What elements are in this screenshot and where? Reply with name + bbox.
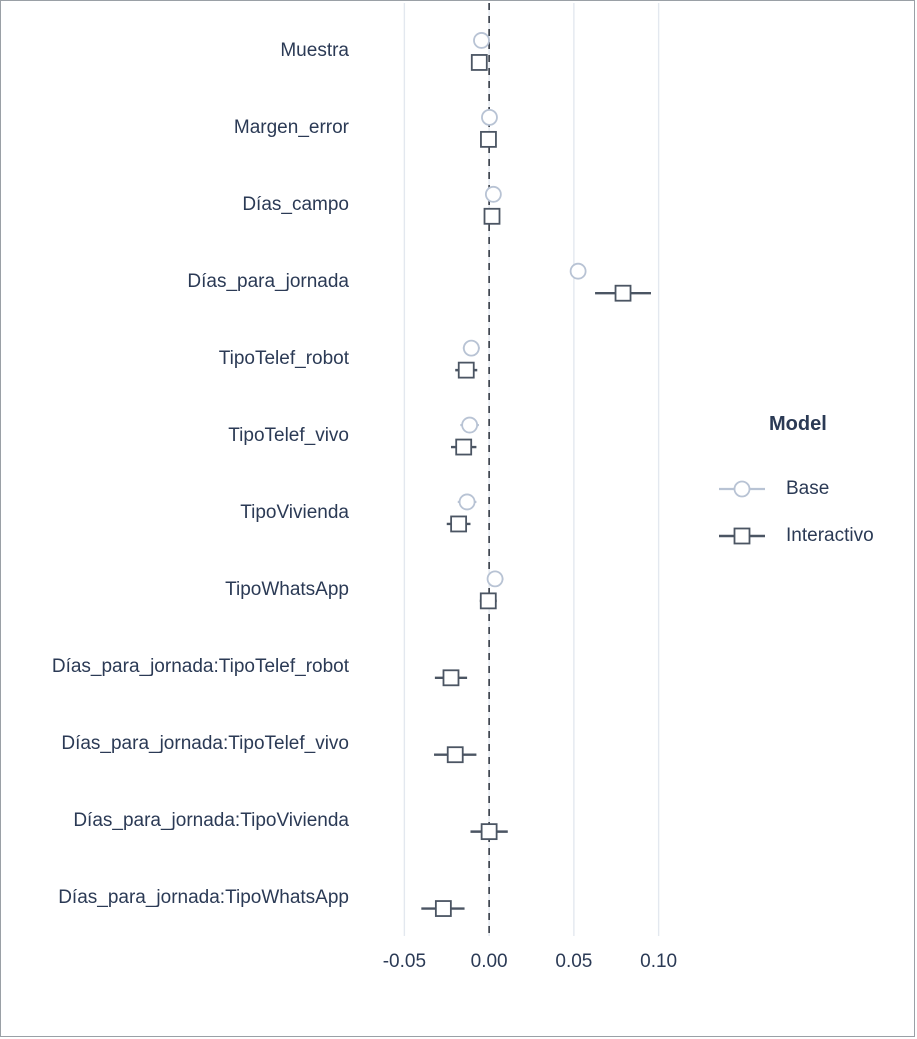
square-marker-icon <box>456 440 471 455</box>
estimate-point <box>460 418 479 433</box>
estimate-point <box>434 747 476 762</box>
square-marker-icon <box>481 593 496 608</box>
y-axis-tick-label: Días_para_jornada:TipoTelef_robot <box>51 655 349 677</box>
square-marker-icon <box>459 363 474 378</box>
estimate-point <box>486 187 501 202</box>
y-axis-tick-label: TipoWhatsApp <box>225 578 349 600</box>
square-marker-icon <box>443 670 458 685</box>
circle-marker-icon <box>735 482 750 497</box>
estimate-point <box>481 132 496 147</box>
estimate-point <box>458 494 477 509</box>
square-marker-icon <box>735 529 750 544</box>
square-marker-icon <box>482 824 497 839</box>
circle-marker-icon <box>460 494 475 509</box>
estimate-point <box>421 901 464 916</box>
estimate-point <box>571 264 586 279</box>
x-axis-tick-label: 0.05 <box>555 951 593 972</box>
forest-plot-canvas <box>1 1 916 1038</box>
estimate-point <box>480 593 497 608</box>
y-axis-tick-label: Días_campo <box>242 194 349 216</box>
estimate-point <box>485 209 500 224</box>
y-axis-tick-label: TipoTelef_vivo <box>228 425 349 447</box>
estimate-point <box>447 516 471 531</box>
legend-title: Model <box>769 413 827 435</box>
estimate-point <box>451 440 476 455</box>
estimate-point <box>455 363 477 378</box>
legend-entry-label: Interactivo <box>786 525 874 546</box>
circle-marker-icon <box>571 264 586 279</box>
estimate-point <box>472 55 487 70</box>
circle-marker-icon <box>474 33 489 48</box>
x-axis-tick-label: -0.05 <box>382 951 427 972</box>
y-axis-tick-label: Días_para_jornada <box>187 271 349 293</box>
square-marker-icon <box>451 516 466 531</box>
x-axis-tick-label: 0.00 <box>470 951 508 972</box>
x-axis-tick-label: 0.10 <box>640 951 678 972</box>
square-marker-icon <box>436 901 451 916</box>
square-marker-icon <box>616 286 631 301</box>
y-axis-tick-label: Margen_error <box>233 117 349 139</box>
circle-marker-icon <box>486 187 501 202</box>
square-marker-icon <box>485 209 500 224</box>
circle-marker-icon <box>462 418 477 433</box>
estimate-point <box>474 33 489 48</box>
estimate-point <box>435 670 467 685</box>
estimate-point <box>487 571 503 586</box>
legend-entry-label: Base <box>786 478 830 499</box>
square-marker-icon <box>448 747 463 762</box>
y-axis-tick-label: TipoTelef_robot <box>218 348 349 370</box>
legend-key[interactable] <box>719 482 765 497</box>
square-marker-icon <box>481 132 496 147</box>
estimate-point <box>482 110 497 125</box>
y-axis-tick-label: TipoVivienda <box>240 501 349 523</box>
legend-key[interactable] <box>719 529 765 544</box>
circle-marker-icon <box>464 341 479 356</box>
circle-marker-icon <box>488 571 503 586</box>
square-marker-icon <box>472 55 487 70</box>
y-axis-tick-label: Días_para_jornada:TipoWhatsApp <box>58 886 349 908</box>
y-axis-tick-label: Muestra <box>280 40 349 62</box>
estimate-point <box>463 341 480 356</box>
estimate-point <box>595 286 651 301</box>
y-axis-tick-label: Días_para_jornada:TipoTelef_vivo <box>61 732 349 754</box>
y-axis-tick-label: Días_para_jornada:TipoVivienda <box>73 809 349 831</box>
estimate-point <box>470 824 507 839</box>
circle-marker-icon <box>482 110 497 125</box>
